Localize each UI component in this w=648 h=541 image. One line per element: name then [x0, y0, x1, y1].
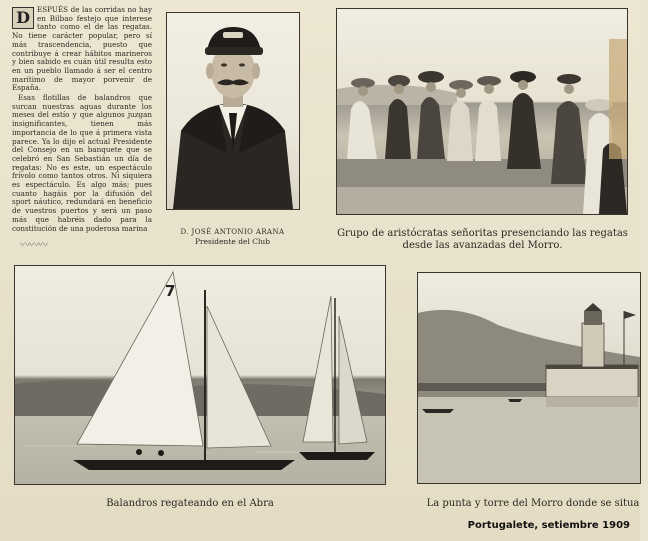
sailboats-caption: Balandros regateando en el Abra — [106, 498, 274, 509]
article-text — [12, 5, 152, 233]
portrait-photo — [166, 12, 300, 210]
morro-caption: La punta y torre del Morro donde se situa — [426, 498, 640, 509]
ladies-photo — [336, 8, 628, 215]
ornament-squiggle: 〰〰〰 — [20, 240, 47, 251]
sailboats-photo — [14, 265, 386, 485]
morro-photo — [417, 272, 641, 484]
drop-cap: D — [12, 7, 34, 29]
footer-credit: Portugalete, setiembre 1909 — [467, 520, 630, 531]
article-paragraph-2: Esas flotillas de balandros que surcan nuestras aguas durante los meses del estío y que algunos juzgan insignificantes, tienen más importancia de lo que á primera vista parece. Ya lo dijo el actual Presidente del Consejo en un banquete que se celebró en San Sebastián un día de regatas: No es este, un espectáculo frívolo como tantos otros. Ni siquiera es espectáculo. Es algo más; pues cuanto hagáis por la difusión del sport náutico, redundará en beneficio de vuestros puertos y será un paso más que habréis dado para la constitución de una poderosa marina — [12, 93, 152, 233]
sail-number: 7 — [165, 282, 176, 300]
portrait-caption-title: Presidente del Club — [194, 237, 270, 246]
article-paragraph-1: ESPUÉS de las corridas no hay en Bilbao festejo que interese tanto como el de las regatas. No tiene carácter popular, pero sí más trascendencia, puesto que contribuye á crear hábitos marineros y bien sabido es cuán útil resulta esto en un pueblo llamado á ser el centro marítimo de mayor porvenir de España. — [12, 5, 152, 93]
ladies-caption: Grupo de aristócratas señoritas presenciando las regatas desde las avanzadas del Morro. — [337, 228, 628, 251]
portrait-caption-name: D. JOSÉ ANTONIO ARANA — [180, 228, 285, 236]
